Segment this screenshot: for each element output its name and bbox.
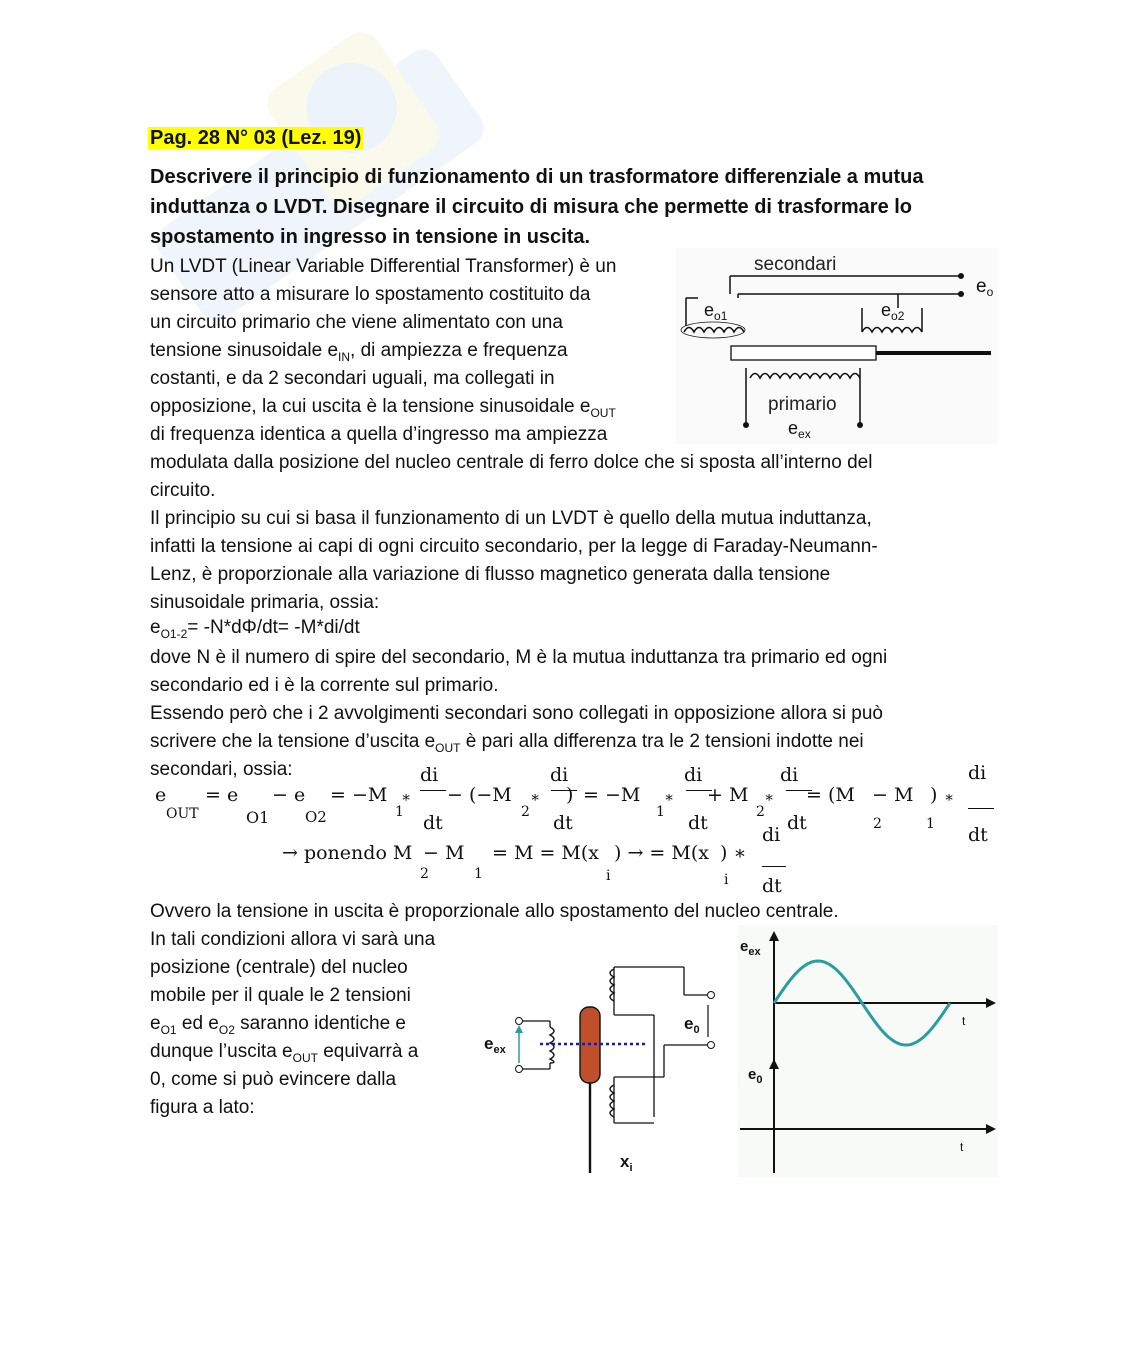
page-reference-tag: Pag. 28 N° 03 (Lez. 19) — [150, 127, 362, 149]
principle-formula: $e_{O1-2}= -N*d\Phi/dt= -M*di/dt$ — [150, 617, 360, 641]
intro-line-9: circuito. — [150, 480, 216, 501]
eo2-label: $e_{o2}$ — [881, 300, 905, 323]
principle-line-3: Lenz, è proporzionale alla variazione di flusso magnetico generata dalla tensione — [150, 564, 831, 585]
principle-line-7: Essendo però che i 2 avvolgimenti secondari sono collegati in opposizione allora si può — [150, 703, 884, 724]
principle-line-6: secondario ed i è la corrente sul primario. — [150, 675, 499, 696]
graph-bottom-ylabel: $e_0$ — [748, 1066, 763, 1086]
fig2-e0-label: $e_0$ — [684, 1014, 700, 1036]
principle-line-5: dove N è il numero di spire del secondario, M è la mutua induttanza tra primario ed ogni — [150, 647, 888, 668]
intro-line-5: costanti, e da 2 secondari uguali, ma collegati in — [150, 368, 555, 389]
intro-line-3: un circuito primario che viene alimentato con una — [150, 312, 563, 333]
conclusion-line-8: figura a lato: — [150, 1097, 255, 1118]
secondari-label: secondari — [754, 254, 837, 275]
fig2-eex-label: $e_{ex}$ — [484, 1034, 506, 1056]
intro-line-8: modulata dalla posizione del nucleo centrale di ferro dolce che si sposta all’interno del — [150, 452, 873, 473]
lvdt-circuit-waveform-figure — [478, 925, 998, 1177]
equation-block: e OUT = e O1 − e O2 = −M 1 ∗ di dt − (−M 2 ∗ di dt ) = −M 1 ∗ di dt + M 2 ∗ di di dt = (M − M 2 1 ) ∗ di dt → ponendo M − M 2 1 = M = M(x i ) → = M(x i ) ∗ dt — [0, 760, 1148, 900]
intro-line-4: tensione sinusoidale $e_{IN}$, di ampiezza e frequenza — [150, 340, 568, 364]
eex-label: $e_{ex}$ — [788, 418, 811, 441]
principle-line-2: infatti la tensione ai capi di ogni circuito secondario, per la legge di Faraday-Neumann- — [150, 536, 878, 557]
graph-bottom-t: t — [960, 1140, 964, 1154]
graph-top-ylabel: $e_{ex}$ — [740, 938, 761, 958]
conclusion-line-4: mobile per il quale le 2 tensioni — [150, 985, 411, 1006]
graph-top-t: t — [962, 1014, 966, 1028]
conclusion-line-1: Ovvero la tensione in uscita è proporzionale allo spostamento del nucleo centrale. — [150, 901, 839, 922]
principle-line-4: sinusoidale primaria, ossia: — [150, 592, 380, 613]
conclusion-line-7: 0, come si può evincere dalla — [150, 1069, 397, 1090]
page-reference — [148, 127, 363, 150]
primario-label: primario — [768, 394, 837, 415]
principle-line-9: secondari, ossia: — [150, 759, 293, 780]
fig2-xi-label: $x_i$ — [620, 1152, 633, 1174]
intro-line-2: sensore atto a misurare lo spostamento costituito da — [150, 284, 591, 305]
core-rod — [731, 346, 876, 360]
eo-label: $e_o$ — [976, 276, 994, 299]
intro-line-6: opposizione, la cui uscita è la tensione sinusoidale $e_{OUT}$ — [150, 396, 616, 420]
intro-line-1: Un LVDT (Linear Variable Differential Transformer) è un — [150, 256, 617, 277]
intro-line-7: di frequenza identica a quella d’ingresso ma ampiezza — [150, 424, 608, 445]
principle-line-1: Il principio su cui si basa il funzionamento di un LVDT è quello della mutua induttanza, — [150, 508, 872, 529]
question-line-1: Descrivere il principio di funzionamento di un trasformatore differenziale a mutua — [150, 166, 924, 188]
conclusion-line-3: posizione (centrale) del nucleo — [150, 957, 408, 978]
lvdt-schematic-figure — [676, 248, 998, 444]
eo1-label: $e_{o1}$ — [704, 300, 728, 323]
principle-line-8: scrivere che la tensione d’uscita $e_{OUT}$ è pari alla differenza tra le 2 tensioni indotte nei — [150, 731, 864, 755]
question-line-2: induttanza o LVDT. Disegnare il circuito di misura che permette di trasformare lo — [150, 196, 913, 218]
conclusion-line-5: $e_{O1}$ ed $e_{O2}$ saranno identiche e — [150, 1013, 406, 1037]
conclusion-line-2: In tali condizioni allora vi sarà una — [150, 929, 436, 950]
conclusion-line-6: dunque l’uscita $e_{OUT}$ equivarrà a — [150, 1041, 419, 1065]
question-line-3: spostamento in ingresso in tensione in uscita. — [150, 226, 591, 248]
